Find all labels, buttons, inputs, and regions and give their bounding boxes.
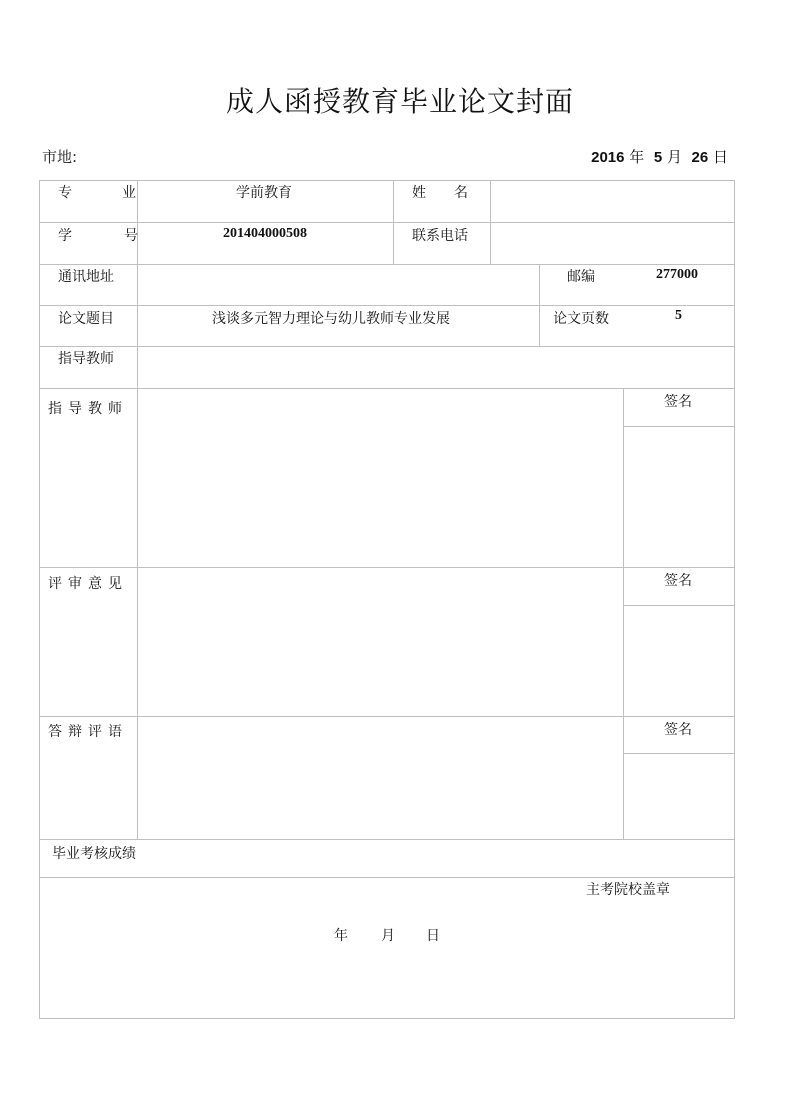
name-label: 姓 名 — [412, 185, 468, 201]
rule — [539, 264, 540, 346]
student-id-value: 201404000508 — [223, 226, 307, 241]
advisor-signature-label: 签名 — [664, 394, 692, 410]
grade-label: 毕业考核成绩 — [52, 846, 136, 862]
address-label: 通讯地址 — [58, 269, 114, 285]
rule — [39, 305, 735, 306]
pages-value: 5 — [675, 308, 682, 323]
thesis-title-label: 论文题目 — [58, 311, 114, 327]
rule — [490, 180, 491, 265]
grade-day-label: 日 — [426, 928, 440, 944]
city-label: 市地: — [42, 148, 78, 166]
rule — [623, 388, 624, 840]
date-day-unit: 日 — [712, 148, 728, 166]
grade-month-label: 月 — [381, 928, 395, 944]
page-title: 成人函授教育毕业论文封面 — [225, 85, 574, 118]
date-line — [591, 146, 728, 167]
rule — [39, 1018, 735, 1019]
seal-label: 主考院校盖章 — [586, 882, 670, 898]
rule — [39, 264, 735, 265]
major-value: 学前教育 — [236, 185, 292, 201]
major-label: 专 业 — [58, 185, 154, 201]
date-month-unit: 月 — [666, 148, 682, 166]
rule — [39, 877, 735, 878]
defense-comment-label: 答辩评语 — [48, 724, 128, 740]
rule — [623, 753, 735, 754]
thesis-title-value: 浅谈多元智力理论与幼儿教师专业发展 — [212, 311, 450, 327]
rule — [623, 605, 735, 606]
rule — [39, 222, 735, 223]
rule — [623, 426, 735, 427]
date-year-unit: 年 — [629, 148, 645, 166]
advisor-label: 指导教师 — [58, 351, 114, 367]
rule — [734, 180, 735, 1019]
phone-label: 联系电话 — [412, 228, 468, 244]
review-opinion-label: 评审意见 — [48, 576, 128, 592]
pages-label: 论文页数 — [553, 311, 609, 327]
rule — [39, 346, 735, 347]
date-month: 5 — [653, 149, 663, 166]
rule — [137, 180, 138, 840]
postcode-value: 277000 — [656, 267, 698, 282]
postcode-label: 邮编 — [567, 269, 595, 285]
rule — [393, 180, 394, 265]
defense-signature-label: 签名 — [664, 722, 692, 738]
rule — [39, 180, 40, 1019]
student-id-label: 学 号 — [58, 228, 146, 244]
rule — [39, 716, 735, 717]
rule — [39, 180, 735, 181]
rule — [39, 567, 735, 568]
date-day: 26 — [691, 149, 709, 166]
grade-year-label: 年 — [334, 928, 348, 944]
rule — [39, 839, 735, 840]
review-signature-label: 签名 — [664, 573, 692, 589]
advisor-opinion-label: 指导教师 — [48, 401, 128, 417]
date-year: 2016 — [591, 149, 625, 166]
rule — [39, 388, 735, 389]
